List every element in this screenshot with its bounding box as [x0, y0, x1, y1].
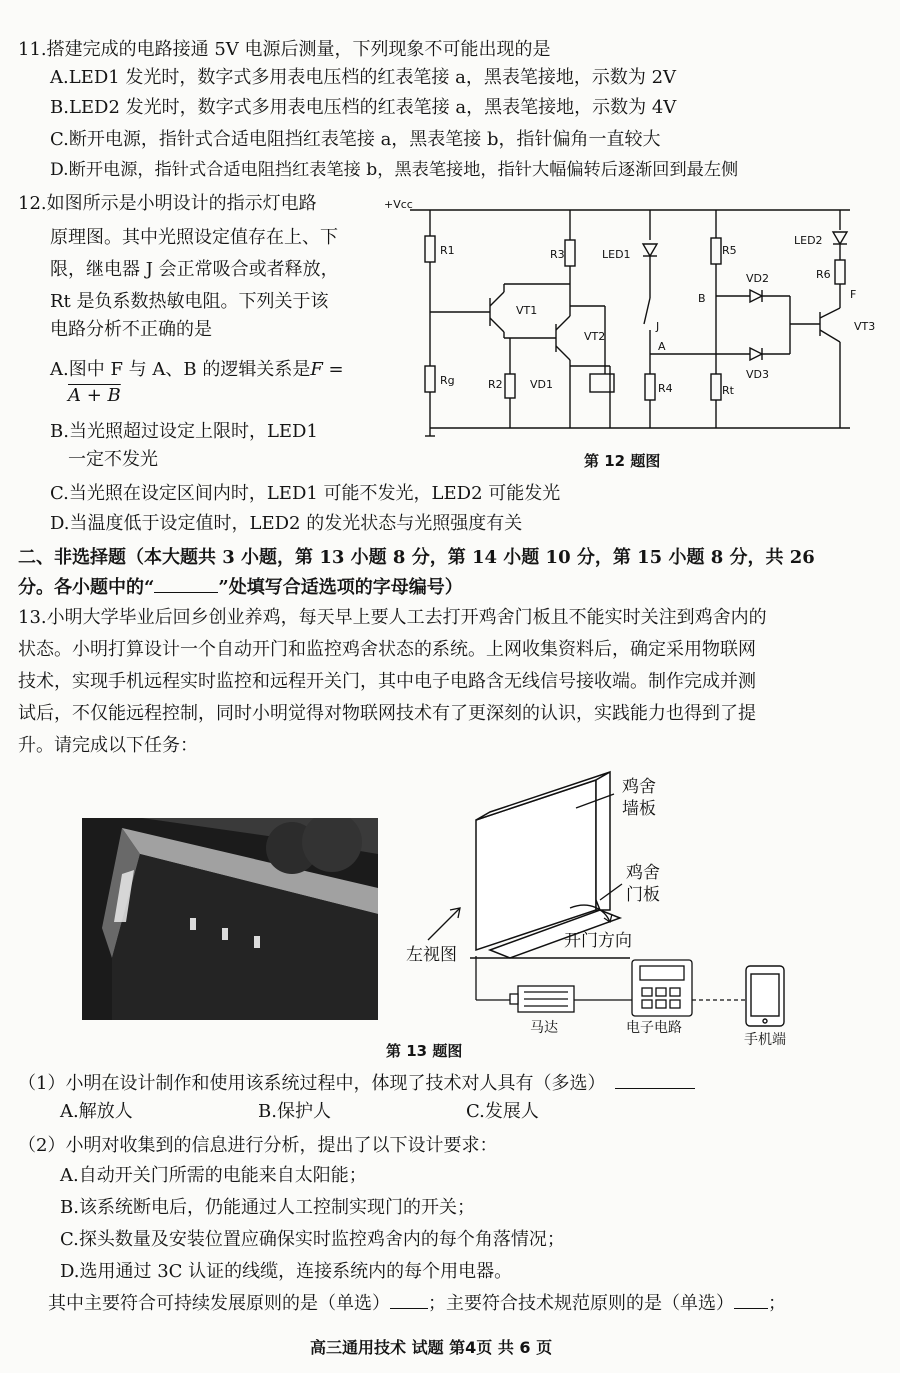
q11-stem: 11.搭建完成的电路接通 5V 电源后测量，下列现象不可能出现的是: [18, 39, 551, 60]
q12-stem-line-5: 电路分析不正确的是: [50, 319, 212, 340]
q13-stem-line-1: 13.小明大学毕业后回乡创业养鸡，每天早上要人工去打开鸡舍门板且不能实时关注到鸡舍内的: [18, 607, 767, 628]
circuit-label: 电子电路: [626, 1020, 682, 1036]
rg-label: Rg: [440, 374, 455, 387]
a-label: A: [658, 340, 666, 353]
q12-option-d: D.当温度低于设定值时，LED2 的发光状态与光照强度有关: [50, 513, 523, 534]
q13-stem-line-5: 升。请完成以下任务：: [18, 735, 198, 756]
section2-line2-start: 分。各小题中的“: [18, 577, 155, 598]
q13-sub1-option-c: C.发展人: [466, 1101, 539, 1122]
door-label-2: 门板: [626, 885, 660, 905]
r6-label: R6: [816, 268, 831, 281]
q13-figure-caption: 第 13 题图: [386, 1042, 463, 1060]
q13-sub2-item-c: C.探头数量及安装位置应确保实时监控鸡舍内的每个角落情况；: [60, 1229, 565, 1250]
q12-option-a-formula-rhs: A + B: [68, 385, 121, 406]
q13-sub2-ask: [48, 1292, 786, 1316]
wall-label-2: 墙板: [622, 799, 656, 819]
door-label-1: 鸡舍: [626, 863, 660, 883]
q13-sub1-stem: [18, 1072, 695, 1096]
q12-circuit-diagram: [380, 196, 890, 446]
q11-option-d: D.断开电源，指针式合适电阻挡红表笔接 b，黑表笔接地，指针大幅偏转后逐渐回到最左侧: [50, 160, 739, 180]
q12-figure-caption: 第 12 题图: [584, 452, 661, 470]
chicken-coop-photo: [82, 818, 378, 1020]
b-label: B: [698, 292, 706, 305]
vd3-label: VD3: [746, 368, 769, 381]
r3-label: R3: [550, 248, 565, 261]
q13-sub2-item-a: A.自动开关门所需的电能来自太阳能；: [60, 1165, 367, 1186]
q13-sub2-item-b: B.该系统断电后，仍能通过人工控制实现门的开关；: [60, 1197, 475, 1218]
q13-sub1-option-a: A.解放人: [60, 1101, 133, 1122]
q13-sub2-item-d: D.选用通过 3C 认证的线缆，连接系统内的每个用电器。: [60, 1261, 513, 1282]
phone-label: 手机端: [744, 1032, 786, 1048]
q12-stem-line-3: 限，继电器 J 会正常吸合或者释放，: [50, 259, 339, 280]
vd2-label: VD2: [746, 272, 769, 285]
circuit-box-icon: [632, 960, 692, 1016]
vd1-label: VD1: [530, 378, 553, 391]
chicken-coop-silhouette-icon: [82, 818, 378, 1020]
vt3-label: VT3: [854, 320, 876, 333]
f-label: F: [850, 288, 857, 301]
vt2-label: VT2: [584, 330, 606, 343]
q12-stem-line-4: Rt 是负系数热敏电阻。下列关于该: [50, 291, 329, 312]
q13-sub1-option-b: B.保护人: [258, 1101, 331, 1122]
q13-sub2-blank-1[interactable]: [390, 1308, 428, 1309]
q12-option-a-text: A.图中 F 与 A、B 的逻辑关系是: [50, 359, 311, 380]
q12-option-b-line-1: B.当光照超过设定上限时，LED1: [50, 421, 318, 442]
q13-stem-line-4: 试后，不仅能远程控制，同时小明觉得对物联网技术有了更深刻的认识，实践能力也得到了提: [18, 703, 756, 724]
answer-blank-example: [154, 592, 218, 593]
q13-sub2-ask-c: ；: [768, 1293, 786, 1314]
q12-option-c: C.当光照在设定区间内时，LED1 可能不发光，LED2 可能发光: [50, 483, 561, 504]
page-footer: 高三通用技术 试题 第4页 共 6 页: [310, 1338, 553, 1357]
open-direction-label: 开门方向: [564, 931, 632, 951]
j-label: J: [656, 320, 660, 333]
motor-icon: [510, 986, 574, 1012]
rt-label: Rt: [722, 384, 734, 397]
q12-option-a-formula-lhs: F =: [310, 359, 344, 380]
motor-label: 马达: [530, 1020, 558, 1036]
section2-heading-line-1: 二、非选择题（本大题共 3 小题，第 13 小题 8 分，第 14 小题 10 分，第 15 小题 8 分，共 26: [18, 547, 815, 568]
q13-coop-door-diagram: [400, 760, 820, 1050]
r4-label: R4: [658, 382, 673, 395]
r1-label: R1: [440, 244, 455, 257]
q13-sub2-ask-a: 其中主要符合可持续发展原则的是（单选）: [48, 1293, 390, 1314]
q13-sub1-text: （1）小明在设计制作和使用该系统过程中，体现了技术对人具有（多选）: [18, 1073, 606, 1094]
q12-stem-line-2: 原理图。其中光照设定值存在上、下: [50, 227, 338, 248]
section2-line2-end: ”处填写合适选项的字母编号）: [218, 577, 463, 598]
q11-option-a: A.LED1 发光时，数字式多用表电压档的红表笔接 a，黑表笔接地，示数为 2V: [50, 67, 677, 88]
q13-stem-line-3: 技术，实现手机远程实时监控和远程开关门，其中电子电路含无线信号接收端。制作完成并测: [18, 671, 756, 692]
vt1-label: VT1: [516, 304, 538, 317]
phone-icon: [746, 966, 784, 1026]
r2-label: R2: [488, 378, 503, 391]
vcc-label: +Vcc: [384, 198, 413, 211]
q12-option-a: [50, 358, 344, 382]
left-view-label: 左视图: [406, 945, 457, 965]
led1-label: LED1: [602, 248, 631, 261]
q12-stem-line-1: 12.如图所示是小明设计的指示灯电路: [18, 193, 317, 214]
q11-option-c: C.断开电源，指针式合适电阻挡红表笔接 a，黑表笔接 b，指针偏角一直较大: [50, 129, 661, 150]
q13-sub2-stem: （2）小明对收集到的信息进行分析，提出了以下设计要求：: [18, 1135, 498, 1156]
q11-option-b: B.LED2 发光时，数字式多用表电压档的红表笔接 a，黑表笔接地，示数为 4V: [50, 97, 677, 118]
q13-sub2-blank-2[interactable]: [734, 1308, 768, 1309]
q13-sub2-ask-b: ；主要符合技术规范原则的是（单选）: [428, 1293, 734, 1314]
q13-sub1-answer-blank[interactable]: [615, 1088, 695, 1089]
led2-label: LED2: [794, 234, 823, 247]
q12-option-b-line-2: 一定不发光: [68, 449, 158, 470]
wall-label-1: 鸡舍: [622, 777, 656, 797]
section2-heading-line-2: [18, 576, 463, 600]
q13-stem-line-2: 状态。小明打算设计一个自动开门和监控鸡舍状态的系统。上网收集资料后，确定采用物联网: [18, 639, 756, 660]
r5-label: R5: [722, 244, 737, 257]
